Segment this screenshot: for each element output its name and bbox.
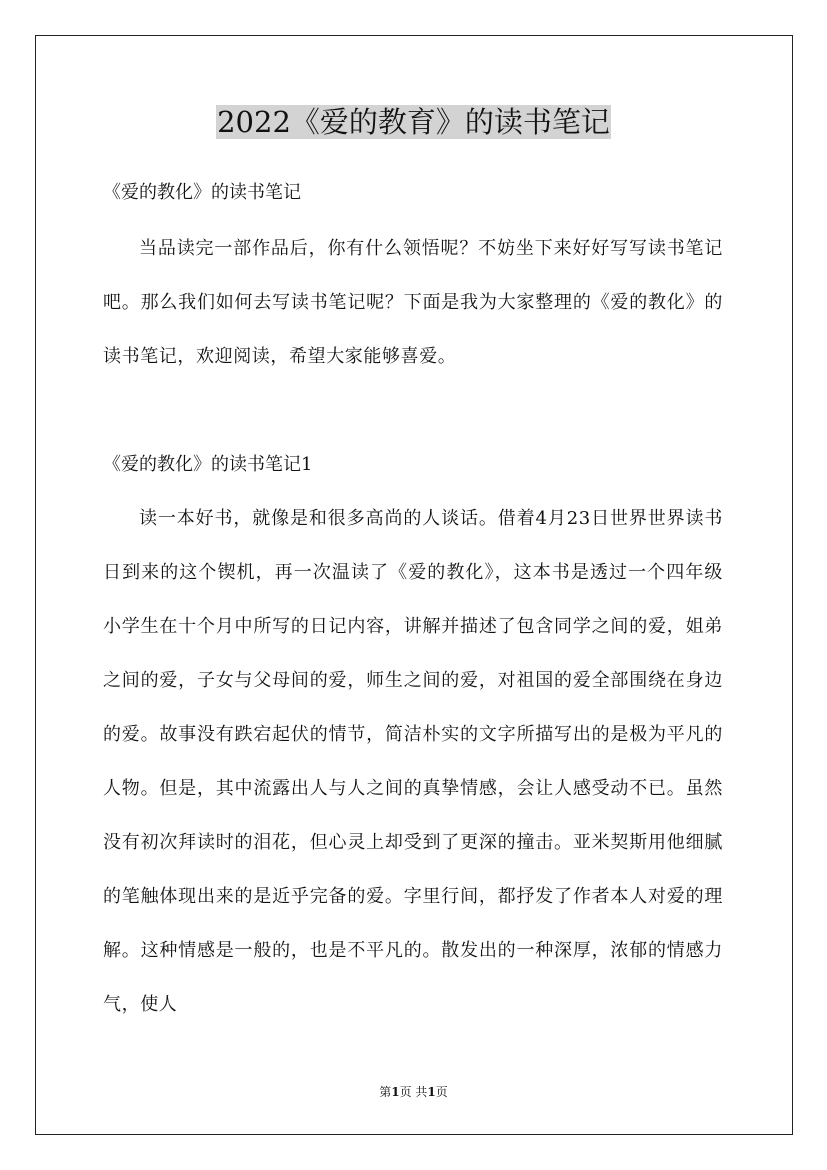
document-subtitle: 《爱的教化》的读书笔记 — [103, 182, 301, 203]
intro-paragraph: 当品读完一部作品后，你有什么领悟呢？不妨坐下来好好写写读书笔记吧。那么我们如何去写读书笔记呢？下面是我为大家整理的《爱的教化》的读书笔记，欢迎阅读，希望大家能够喜爱。 — [103, 238, 723, 367]
section-heading: 《爱的教化》的读书笔记1 — [103, 454, 313, 475]
footer-page-prefix: 第 — [379, 1085, 392, 1099]
document-title-text: 2022《爱的教育》的读书笔记 — [217, 105, 610, 139]
footer-page-total: 1 — [427, 1085, 436, 1099]
footer-page-suffix: 页 — [435, 1085, 448, 1099]
body-paragraph: 读一本好书，就像是和很多高尚的人谈话。借着4月23日世界世界读书日到来的这个锲机，再一次温读了《爱的教化》，这本书是透过一个四年级小学生在十个月中所写的日记内容，讲解并描述了包含同学之间的爱，姐弟之间的爱，子女与父母间的爱，师生之间的爱，对祖国的爱全部围绕在身边的爱。故事没有跌宕起伏的情节，简洁朴实的文字所描写出的是极为平凡的人物。但是，其中流露出人与人之间的真挚情感，会让人感受动不已。虽然没有初次拜读时的泪花，但心灵上却受到了更深的撞击。亚米契斯用他细腻的笔触体现出来的是近乎完备的爱。字里行间，都抒发了作者本人对爱的理解。这种情感是一般的，也是不平凡的。散发出的一种深厚，浓郁的情感力气，使人 — [103, 508, 723, 1015]
footer-page-current: 1 — [391, 1085, 400, 1099]
document-title — [0, 102, 827, 142]
footer-page-mid: 页 共 — [399, 1085, 428, 1099]
page-number-footer — [0, 1084, 827, 1100]
